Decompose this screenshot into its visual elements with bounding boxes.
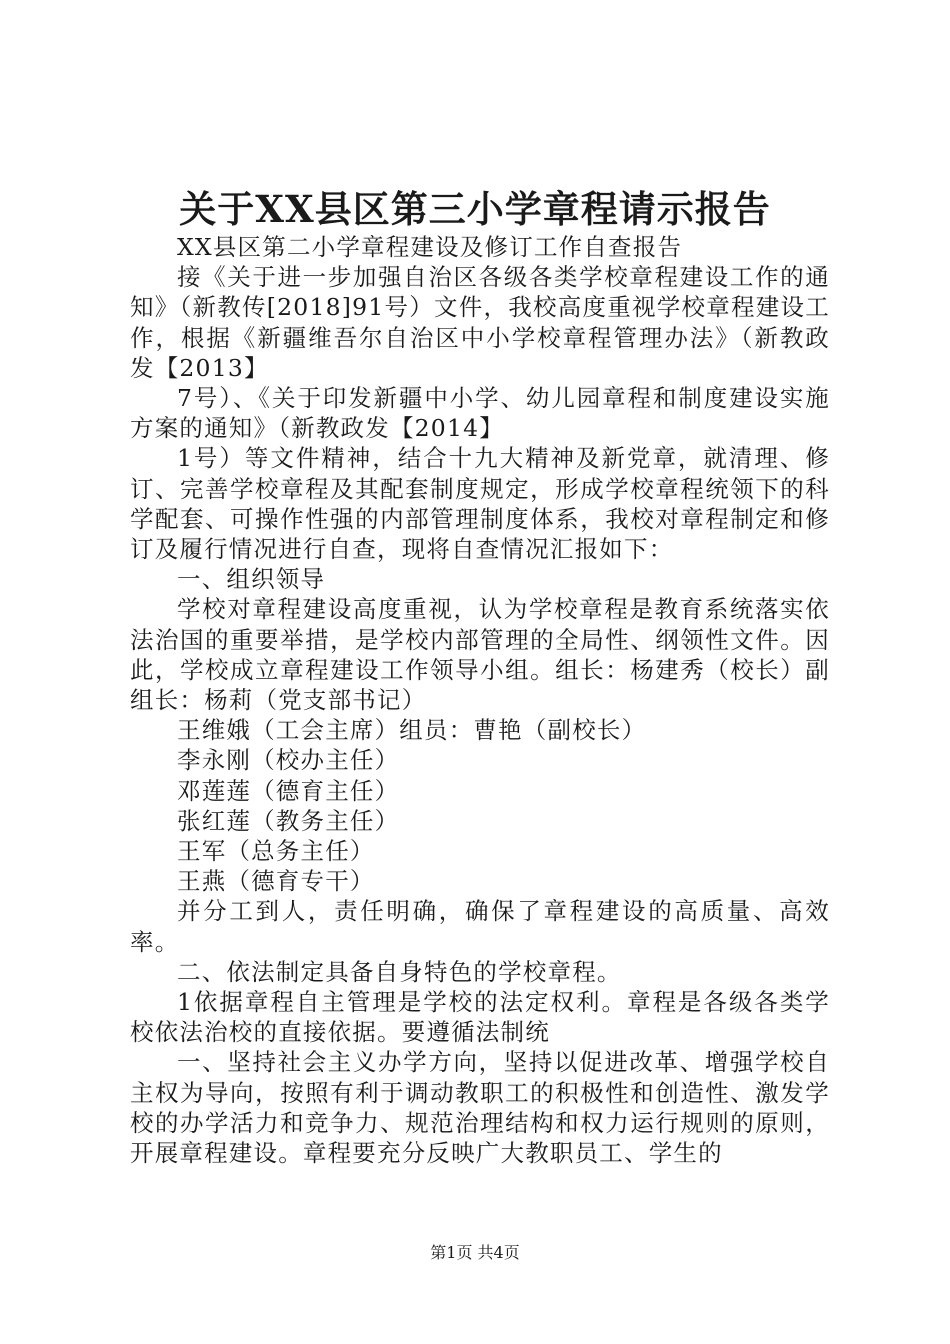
paragraph: 接《关于进一步加强自治区各级各类学校章程建设工作的通知》（新教传[2018]91号）文件，我校高度重视学校章程建设工作，根据《新疆维吾尔自治区中小学校章程管理办法》（新教政发【2013】 <box>130 263 830 382</box>
document-body <box>130 232 830 1168</box>
paragraph: 王军（总务主任） <box>177 837 375 866</box>
document-title: 关于XX县区第三小学章程请示报告 <box>179 187 771 231</box>
paragraph: 1号）等文件精神，结合十九大精神及新党章，就清理、修订、完善学校章程及其配套制度规定，形成学校章程统领下的科学配套、可操作性强的内部管理制度体系，我校对章程制定和修订及履行情况进行自查，现将自查情况汇报如下： <box>130 444 830 564</box>
paragraph: 学校对章程建设高度重视，认为学校章程是教育系统落实依法治国的重要举措，是学校内部管理的全局性、纲领性文件。因此，学校成立章程建设工作领导小组。组长：杨建秀（校长）副组长：杨莉（党支部书记） <box>130 595 830 715</box>
paragraph: 王燕（德育专干） <box>177 867 375 896</box>
paragraph: 张红莲（教务主任） <box>177 806 400 835</box>
section-heading: 二、依法制定具备自身特色的学校章程。 <box>177 957 622 986</box>
paragraph: 邓莲莲（德育主任） <box>177 776 400 805</box>
paragraph: 李永刚（校办主任） <box>177 746 400 775</box>
paragraph: XX县区第二小学章程建设及修订工作自查报告 <box>177 233 683 261</box>
paragraph: 王维娥（工会主席）组员：曹艳（副校长） <box>177 716 647 745</box>
page-footer: 第1页 共4页 <box>430 1243 520 1262</box>
section-heading: 一、组织领导 <box>177 565 326 594</box>
paragraph: 并分工到人，责任明确，确保了章程建设的高质量、高效率。 <box>130 897 830 956</box>
paragraph: 1依据章程自主管理是学校的法定权利。章程是各级各类学校依法治校的直接依据。要遵循法制统 <box>130 988 830 1047</box>
paragraph: 一、坚持社会主义办学方向，坚持以促进改革、增强学校自主权为导向，按照有利于调动教职工的积极性和创造性、激发学校的办学活力和竞争力、规范治理结构和权力运行规则的原则，开展章程建设。章程要充分反映广大教职员工、学生的 <box>130 1048 830 1168</box>
paragraph: 7号）、《关于印发新疆中小学、幼儿园章程和制度建设实施方案的通知》（新教政发【2014】 <box>130 384 830 443</box>
